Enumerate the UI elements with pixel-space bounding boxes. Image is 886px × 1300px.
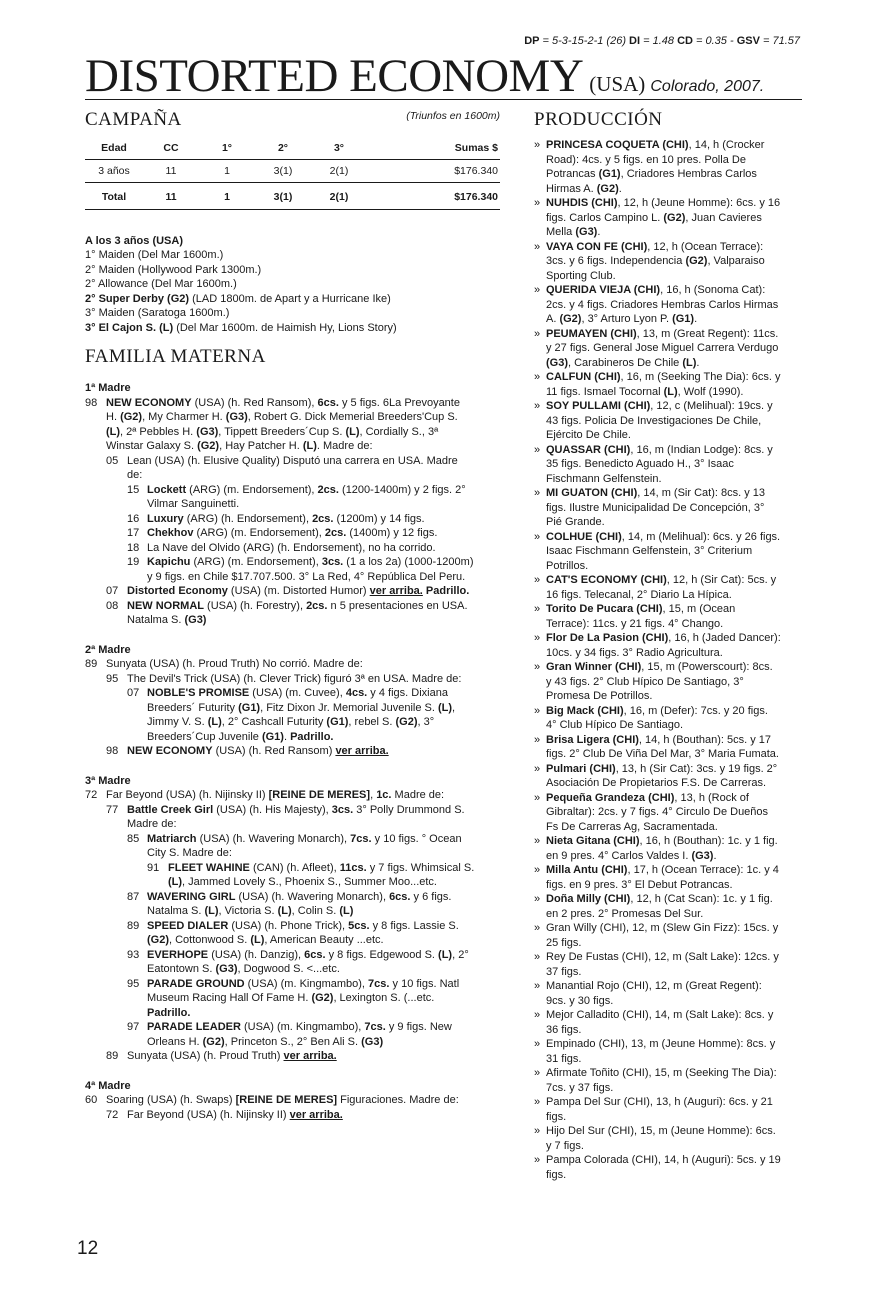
- produccion-line: CAT'S ECONOMY (CHI), 12, h (Sir Cat): 5cs. y: [546, 574, 777, 586]
- bullet-icon: »: [534, 661, 541, 673]
- bullet-icon: »: [534, 704, 541, 717]
- entry-year: 19: [127, 556, 140, 568]
- entry-text-line: Breeders´Cup Juvenile (G1). Padrillo.: [147, 730, 334, 743]
- entry-text-line: Natalma S. (L), Victoria S. (L), Colin S. (L): [147, 905, 354, 917]
- bullet-icon: »: [534, 530, 541, 543]
- produccion-item: [534, 704, 802, 733]
- produccion-item: [534, 660, 802, 704]
- produccion-line: 37 figs.: [546, 965, 582, 978]
- entry-year: 77: [106, 803, 119, 816]
- entry-year: 95: [106, 672, 119, 685]
- right-column: [534, 108, 802, 1182]
- produccion-line: 16 figs. Telecanal, 2° Diario La Hípica.: [546, 588, 732, 601]
- stats-table: [85, 138, 500, 210]
- entry-year: 87: [127, 890, 140, 903]
- produccion-line: Doña Milly (CHI), 12, h (Cat Scan): 1c. y 1 fig.: [546, 893, 773, 905]
- produccion-line: NUHDIS (CHI), 12, h (Jeune Homme): 6cs. y 16: [546, 197, 781, 209]
- produccion-line: Potrancas (G1), Criadores Hembras Carlos: [546, 168, 757, 180]
- produccion-line: PEUMAYEN (CHI), 13, m (Great Regent): 11cs.: [546, 327, 779, 340]
- bullet-icon: »: [534, 1096, 541, 1108]
- stats-row: [85, 159, 500, 183]
- madre-heading: 3ª Madre: [85, 774, 131, 787]
- entry-text-line: Sunyata (USA) (h. Proud Truth) No corrió. Madre de:: [106, 658, 363, 670]
- produccion-line: Torito De Pucara (CHI), 15, m (Ocean: [546, 603, 736, 615]
- produccion-line: Road): 4cs. y 5 figs. en 10 pres. Polla De: [546, 153, 746, 166]
- produccion-line: figs. 2° Club De Viña Del Mar, 3° Maria Fumata.: [546, 748, 779, 760]
- entry-year: 91: [147, 861, 160, 874]
- produccion-item: [534, 892, 802, 921]
- produccion-line: Ejército De Chile.: [546, 429, 631, 441]
- entry-year: 98: [106, 745, 119, 757]
- produccion-line: en 9 pres. 4° Carlos Valdes I. (G3).: [546, 849, 717, 862]
- entry-text-line: Sunyata (USA) (h. Proud Truth) ver arriba.: [127, 1050, 337, 1062]
- bullet-icon: »: [534, 327, 541, 340]
- cell-third: 2(1): [311, 159, 367, 183]
- produccion-line: 35 figs. Benedicto Aguado H., 3° Isaac: [546, 458, 734, 470]
- header-first: 1°: [199, 138, 255, 159]
- total-first: 1: [199, 183, 255, 210]
- entry-year: 89: [85, 658, 98, 670]
- dp-line: DP = 5-3-15-2-1 (26) DI = 1.48 CD = 0.35 - GSV = 71.57: [524, 35, 800, 47]
- entry-text-line: Luxury (ARG) (h. Endorsement), 2cs. (1200m) y 14 figs.: [147, 512, 425, 525]
- madre-heading: 1ª Madre: [85, 382, 131, 394]
- bullet-icon: »: [534, 733, 541, 746]
- stats-header-row: [85, 138, 500, 159]
- produccion-item: [534, 979, 802, 1008]
- family-entry: [85, 788, 500, 803]
- entry-text-line: Natalma S. (G3): [127, 614, 207, 626]
- horse-name: DISTORTED ECONOMY: [85, 50, 584, 102]
- bullet-icon: »: [534, 1154, 541, 1166]
- produccion-line: Hirmas A. (G2).: [546, 182, 622, 195]
- bullet-icon: »: [534, 487, 541, 499]
- bullet-icon: »: [534, 284, 541, 296]
- cell-sumas: $176.340: [367, 159, 500, 183]
- produccion-item: [534, 791, 802, 835]
- entry-year: 18: [127, 541, 140, 554]
- entry-text-line: PARADE LEADER (USA) (m. Kingmambo), 7cs. y 9 figs. New: [147, 1021, 452, 1033]
- produccion-item: [534, 240, 802, 284]
- entry-text-line: Lockett (ARG) (m. Endorsement), 2cs. (1200-1400m) y 2 figs. 2°: [147, 483, 466, 496]
- cell-second: 3(1): [255, 159, 311, 183]
- campana-title: CAMPAÑA: [85, 109, 182, 130]
- triunfos-note: (Triunfos en 1600m): [406, 110, 500, 122]
- produccion-item: [534, 399, 802, 443]
- entry-year: 07: [106, 585, 119, 597]
- familia-title: FAMILIA MATERNA: [85, 346, 266, 367]
- family-entry: [85, 672, 500, 687]
- family-entry: [85, 599, 500, 628]
- entry-text-line: (G2), Cottonwood S. (L), American Beauty ...etc.: [147, 934, 384, 946]
- family-entry: [85, 803, 500, 832]
- bullet-icon: »: [534, 603, 541, 615]
- entry-text-line: y 9 figs. en Chile $17.707.500. 3° La Red, 4° República Del Peru.: [147, 570, 466, 583]
- produccion-line: y 43 figs. 2° Club Hípico De Santiago, 3°: [546, 675, 744, 688]
- bullet-icon: »: [534, 1009, 541, 1021]
- produccion-line: VAYA CON FE (CHI), 12, h (Ocean Terrace):: [546, 240, 764, 253]
- familia-list: [85, 381, 500, 1122]
- produccion-line: Mella (G3).: [546, 226, 601, 238]
- produccion-item: [534, 631, 802, 660]
- entry-year: 17: [127, 527, 140, 539]
- bullet-icon: »: [534, 443, 541, 456]
- entry-text-line: Breeders´ Futurity (G1), Fitz Dixon Jr. Memorial Juvenile S. (L),: [147, 701, 456, 714]
- entry-year: 07: [127, 687, 140, 699]
- produccion-line: Gran Winner (CHI), 15, m (Powerscourt): 8cs.: [546, 661, 773, 673]
- entry-text-line: Distorted Economy (USA) (m. Distorted Humor) ver arriba. Padrillo.: [127, 585, 470, 597]
- entry-text-line: Lean (USA) (h. Elusive Quality) Disputó una carrera en USA. Madre: [127, 454, 458, 467]
- produccion-line: figs. Carlos Campino L. (G2), Juan Cavieres: [546, 211, 762, 224]
- family-entry: [85, 526, 500, 541]
- produccion-line: figs.: [546, 1110, 567, 1123]
- family-entry: [85, 861, 500, 890]
- produccion-line: figs. Ilustre Municipalidad De Concepción, 3°: [546, 501, 765, 514]
- produccion-line: Pampa Del Sur (CHI), 13, h (Auguri): 6cs. y 21: [546, 1096, 773, 1108]
- bullet-icon: »: [534, 893, 541, 905]
- produccion-item: [534, 283, 802, 327]
- produccion-line: 11 figs. Ismael Tocornal (L), Wolf (1990).: [546, 385, 744, 398]
- madre-heading: 4ª Madre: [85, 1079, 131, 1092]
- produccion-item: [534, 834, 802, 863]
- entry-text-line: (L), 2ª Pebbles H. (G3), Tippett Breeders´Cup S. (L), Cordially S., 3ª: [106, 425, 439, 438]
- produccion-line: 7cs. y 37 figs.: [546, 1081, 614, 1094]
- produccion-item: [534, 370, 802, 399]
- produccion-item: [534, 1095, 802, 1124]
- entry-text-line: NEW NORMAL (USA) (h. Forestry), 2cs. n 5 presentaciones en USA.: [127, 599, 468, 612]
- produccion-line: Fs De Carreras Ag, Sacramentada.: [546, 820, 718, 833]
- produccion-line: Rey De Fustas (CHI), 12, m (Salt Lake): 12cs. y: [546, 951, 779, 963]
- produccion-list: [534, 138, 802, 1182]
- produccion-item: [534, 602, 802, 631]
- produccion-line: SOY PULLAMI (CHI), 12, c (Melihual): 19cs. y: [546, 400, 773, 412]
- family-entry: [85, 454, 500, 483]
- cell-first: 1: [199, 159, 255, 183]
- bullet-icon: »: [534, 980, 541, 992]
- produccion-item: [534, 486, 802, 530]
- total-third: 2(1): [311, 183, 367, 210]
- bullet-icon: »: [534, 762, 541, 775]
- entry-year: 89: [127, 919, 140, 932]
- family-entry: [85, 1049, 500, 1064]
- entry-text-line: EVERHOPE (USA) (h. Danzig), 6cs. y 8 figs. Edgewood S. (L), 2°: [147, 948, 469, 961]
- produccion-line: Potrillos.: [546, 559, 589, 572]
- entry-text-line: Far Beyond (USA) (h. Nijinsky II) [REINE DE MERES], 1c. Madre de:: [106, 789, 445, 801]
- produccion-line: 31 figs.: [546, 1052, 582, 1065]
- entry-text-line: La Nave del Olvido (ARG) (h. Endorsement), no ha corrido.: [147, 541, 436, 554]
- left-column: [85, 108, 500, 1122]
- produccion-line: Isaac Fischmann Gelfenstein, 3° Criterium: [546, 545, 753, 557]
- entry-text-line: City S. Madre de:: [147, 847, 232, 859]
- entry-text-line: Museum Racing Hall Of Fame H. (G2), Lexington S. (...etc.: [147, 992, 435, 1004]
- stats-total-row: [85, 183, 500, 210]
- produccion-line: PRINCESA COQUETA (CHI), 14, h (Crocker: [546, 139, 765, 151]
- entry-text-line: Winstar Galaxy S. (G2), Hay Patcher H. (L). Madre de:: [106, 440, 373, 452]
- produccion-line: Terrace): 11cs. y 21 figs. 4° Chango.: [546, 617, 724, 630]
- horse-origin: Colorado, 2007.: [650, 78, 765, 95]
- produccion-line: figs.: [546, 1168, 567, 1181]
- produccion-line: COLHUE (CHI), 14, m (Melihual): 6cs. y 26 figs.: [546, 530, 781, 543]
- campaign-line: 2° Allowance (Del Mar 1600m.): [85, 278, 237, 290]
- family-entry: [85, 890, 500, 919]
- header-second: 2°: [255, 138, 311, 159]
- produccion-line: en 2 pres. 2° Promesas Del Sur.: [546, 907, 704, 920]
- entry-year: 15: [127, 483, 140, 496]
- produccion-line: 3cs. y 6 figs. Independencia (G2), Valparaiso: [546, 255, 765, 267]
- entry-text-line: FLEET WAHINE (CAN) (h. Afleet), 11cs. y 7 figs. Whimsical S.: [168, 861, 475, 874]
- produccion-item: [534, 196, 802, 240]
- produccion-line: QUERIDA VIEJA (CHI), 16, h (Sonoma Cat):: [546, 284, 766, 296]
- entry-text-line: Matriarch (USA) (h. Wavering Monarch), 7cs. y 10 figs. ° Ocean: [147, 832, 462, 845]
- entry-text-line: Chekhov (ARG) (m. Endorsement), 2cs. (1400m) y 12 figs.: [147, 527, 438, 539]
- entry-text-line: SPEED DIALER (USA) (h. Phone Trick), 5cs. y 8 figs. Lassie S.: [147, 919, 459, 932]
- header-edad: Edad: [85, 138, 143, 159]
- header-third: 3°: [311, 138, 367, 159]
- family-entry: [85, 977, 500, 1021]
- family-entry: [85, 686, 500, 744]
- madre-heading: 2ª Madre: [85, 643, 131, 656]
- total-cc: 11: [143, 183, 199, 210]
- entry-year: 97: [127, 1021, 140, 1033]
- bullet-icon: »: [534, 835, 541, 847]
- campaign-line: A los 3 años (USA): [85, 234, 183, 247]
- entry-year: 08: [106, 599, 119, 612]
- produccion-line: MI GUATON (CHI), 14, m (Sir Cat): 8cs. y 13: [546, 487, 766, 499]
- campaign-line: 2° Super Derby (G2) (LAD 1800m. de Apart y a Hurricane Ike): [85, 292, 391, 305]
- produccion-line: y 27 figs. General Jose Miguel Carrera Verdugo: [546, 342, 779, 354]
- produccion-line: Pié Grande.: [546, 516, 605, 528]
- entry-text-line: de:: [127, 469, 143, 481]
- bullet-icon: »: [534, 791, 541, 804]
- entry-text-line: Kapichu (ARG) (m. Endorsement), 3cs. (1 a los 2a) (1000-1200m): [147, 556, 474, 568]
- bullet-icon: »: [534, 632, 541, 644]
- bullet-icon: »: [534, 951, 541, 963]
- entry-year: 98: [85, 396, 98, 409]
- total-label: Total: [85, 183, 143, 210]
- family-entry: [85, 1093, 500, 1108]
- entry-text-line: Madre de:: [127, 818, 177, 830]
- produccion-item: [534, 138, 802, 196]
- produccion-line: 2cs. y 4 figs. Criadores Hembras Carlos Hirmas: [546, 298, 779, 311]
- produccion-item: [534, 573, 802, 602]
- entry-text-line: NEW ECONOMY (USA) (h. Red Ransom), 6cs. y 5 figs. 6La Prevoyante: [106, 396, 460, 409]
- horse-country: (USA): [589, 72, 646, 96]
- family-entry: [85, 584, 500, 599]
- produccion-line: 4° Club Hípico De Santiago.: [546, 719, 684, 731]
- produccion-line: CALFUN (CHI), 16, m (Seeking The Dia): 6cs. y: [546, 371, 781, 383]
- family-entry: [85, 512, 500, 527]
- bullet-icon: »: [534, 240, 541, 253]
- campaign-line: 1° Maiden (Del Mar 1600m.): [85, 249, 224, 261]
- entry-year: 93: [127, 948, 140, 961]
- bullet-icon: »: [534, 371, 541, 383]
- produccion-item: [534, 443, 802, 487]
- family-entry: [85, 541, 500, 556]
- title-row: [85, 52, 802, 100]
- bullet-icon: »: [534, 1067, 541, 1079]
- produccion-item: [534, 1153, 802, 1182]
- bullet-icon: »: [534, 400, 541, 412]
- entry-text-line: H. (G2), My Charmer H. (G3), Robert G. Dick Memerial Breeders'Cup S.: [106, 411, 458, 423]
- bullet-icon: »: [534, 1125, 541, 1137]
- header-cc: CC: [143, 138, 199, 159]
- family-entry: [85, 948, 500, 977]
- entry-text-line: WAVERING GIRL (USA) (h. Wavering Monarch), 6cs. y 6 figs.: [147, 890, 452, 903]
- entry-text-line: Far Beyond (USA) (h. Nijinsky II) ver arriba.: [127, 1108, 343, 1121]
- entry-year: 16: [127, 512, 140, 525]
- entry-year: 72: [106, 1108, 119, 1121]
- produccion-item: [534, 1066, 802, 1095]
- produccion-line: Manantial Rojo (CHI), 12, m (Great Regent):: [546, 980, 762, 992]
- family-entry: [85, 1020, 500, 1049]
- bullet-icon: »: [534, 864, 541, 876]
- entry-text-line: PARADE GROUND (USA) (m. Kingmambo), 7cs. y 10 figs. Natl: [147, 977, 460, 990]
- produccion-line: 36 figs.: [546, 1023, 582, 1036]
- entry-text-line: The Devil's Trick (USA) (h. Clever Trick) figuró 3ª en USA. Madre de:: [127, 672, 462, 685]
- produccion-item: [534, 1037, 802, 1066]
- entry-text-line: Battle Creek Girl (USA) (h. His Majesty), 3cs. 3° Polly Drummond S.: [127, 803, 465, 816]
- entry-year: 95: [127, 977, 140, 990]
- family-entry: [85, 483, 500, 512]
- entry-text-line: Orleans H. (G2), Princeton S., 2° Ben Ali S. (G3): [147, 1035, 384, 1048]
- bullet-icon: »: [534, 139, 541, 151]
- produccion-item: [534, 530, 802, 574]
- family-entry: [85, 396, 500, 454]
- entry-year: 85: [127, 832, 140, 845]
- campaign-line: 3° Maiden (Saratoga 1600m.): [85, 307, 230, 319]
- bullet-icon: »: [534, 1038, 541, 1050]
- cell-edad: 3 años: [85, 159, 143, 183]
- entry-year: 60: [85, 1094, 98, 1106]
- produccion-line: 10cs. y 34 figs. 3° Radio Agricultura.: [546, 646, 723, 659]
- header-sumas: Sumas $: [367, 138, 500, 159]
- family-entry: [85, 1108, 500, 1123]
- produccion-line: Afirmate Toñito (CHI), 15, m (Seeking The Dia):: [546, 1067, 777, 1079]
- entry-text-line: Eatontown S. (G3), Dogwood S. <...etc.: [147, 963, 340, 975]
- produccion-line: Flor De La Pasion (CHI), 16, h (Jaded Dancer):: [546, 632, 781, 644]
- produccion-item: [534, 733, 802, 762]
- produccion-line: Promesa De Potrillos.: [546, 690, 653, 702]
- produccion-line: Fischmann Gelfenstein.: [546, 472, 662, 485]
- entry-year: 89: [106, 1050, 119, 1062]
- produccion-item: [534, 950, 802, 979]
- produccion-line: QUASSAR (CHI), 16, m (Indian Lodge): 8cs. y: [546, 443, 773, 456]
- produccion-line: Pequeña Grandeza (CHI), 13, h (Rock of: [546, 791, 749, 804]
- produccion-item: [534, 762, 802, 791]
- produccion-line: (G3), Carabineros De Chile (L).: [546, 356, 700, 369]
- produccion-item: [534, 863, 802, 892]
- family-entry: [85, 919, 500, 948]
- entry-text-line: Padrillo.: [147, 1006, 191, 1019]
- produccion-line: Asociación De Propietarios F.S. De Carreras.: [546, 777, 767, 789]
- entry-text-line: Soaring (USA) (h. Swaps) [REINE DE MERES] Figuraciones. Madre de:: [106, 1094, 459, 1106]
- family-entry: [85, 832, 500, 861]
- produccion-item: [534, 327, 802, 371]
- produccion-line: Sporting Club.: [546, 269, 616, 282]
- entry-text-line: NEW ECONOMY (USA) (h. Red Ransom) ver arriba.: [127, 745, 389, 757]
- entry-text-line: Jimmy V. S. (L), 2° Cashcall Futurity (G1), rebel S. (G2), 3°: [147, 716, 435, 728]
- total-sumas: $176.340: [367, 183, 500, 210]
- family-entry: [85, 555, 500, 584]
- produccion-line: Brisa Ligera (CHI), 14, h (Bouthan): 5cs. y 17: [546, 733, 771, 746]
- campaign-results: [85, 234, 500, 336]
- produccion-line: A. (G2), 3° Arturo Lyon P. (G1).: [546, 313, 698, 325]
- produccion-line: Hijo Del Sur (CHI), 15, m (Jeune Homme): 6cs.: [546, 1125, 776, 1137]
- produccion-item: [534, 1008, 802, 1037]
- produccion-line: 9cs. y 30 figs.: [546, 994, 614, 1007]
- entry-text-line: NOBLE'S PROMISE (USA) (m. Cuvee), 4cs. y 4 figs. Dixiana: [147, 687, 448, 699]
- entry-year: 72: [85, 789, 98, 801]
- produccion-line: 25 figs.: [546, 936, 582, 949]
- campaign-line: 3° El Cajon S. (L) (Del Mar 1600m. de Haimish Hy, Lions Story): [85, 321, 397, 334]
- produccion-line: Nieta Gitana (CHI), 16, h (Bouthan): 1c. y 1 fig.: [546, 835, 778, 847]
- produccion-line: Big Mack (CHI), 16, m (Defer): 7cs. y 20 figs.: [546, 704, 768, 717]
- produccion-line: Mejor Calladito (CHI), 14, m (Salt Lake): 8cs. y: [546, 1009, 774, 1021]
- campaign-line: 2° Maiden (Hollywood Park 1300m.): [85, 263, 262, 276]
- produccion-title: PRODUCCIÓN: [534, 109, 663, 130]
- produccion-line: Empinado (CHI), 13, m (Jeune Homme): 8cs. y: [546, 1038, 776, 1050]
- produccion-line: Milla Antu (CHI), 17, h (Ocean Terrace): 1c. y 4: [546, 864, 779, 876]
- family-entry: [85, 744, 500, 759]
- produccion-line: Pulmari (CHI), 13, h (Sir Cat): 3cs. y 19 figs. 2°: [546, 762, 778, 775]
- produccion-item: [534, 1124, 802, 1153]
- total-second: 3(1): [255, 183, 311, 210]
- produccion-line: Gibraltar): 2cs. y 7 figs. 4° Circulo De Dueños: [546, 806, 769, 818]
- entry-text-line: (L), Jammed Lovely S., Phoenix S., Summer Moo...etc.: [168, 876, 437, 888]
- produccion-line: Pampa Colorada (CHI), 14, h (Auguri): 5cs. y 19: [546, 1154, 781, 1166]
- family-entry: [85, 657, 500, 672]
- produccion-line: Gran Willy (CHI), 12, m (Slew Gin Fizz): 15cs. y: [546, 922, 779, 934]
- entry-year: 05: [106, 454, 119, 467]
- bullet-icon: »: [534, 197, 541, 209]
- produccion-item: [534, 921, 802, 950]
- bullet-icon: »: [534, 574, 541, 586]
- produccion-line: y 7 figs.: [546, 1139, 584, 1152]
- entry-text-line: Vilmar Sanguinetti.: [147, 498, 240, 510]
- bullet-icon: »: [534, 922, 541, 934]
- cell-cc: 11: [143, 159, 199, 183]
- produccion-line: 43 figs. Policia De Investigaciones De Chile,: [546, 414, 762, 427]
- page-number: 12: [77, 1238, 99, 1259]
- produccion-line: figs. en 9 pres. 3° El Debut Potrancas.: [546, 878, 733, 891]
